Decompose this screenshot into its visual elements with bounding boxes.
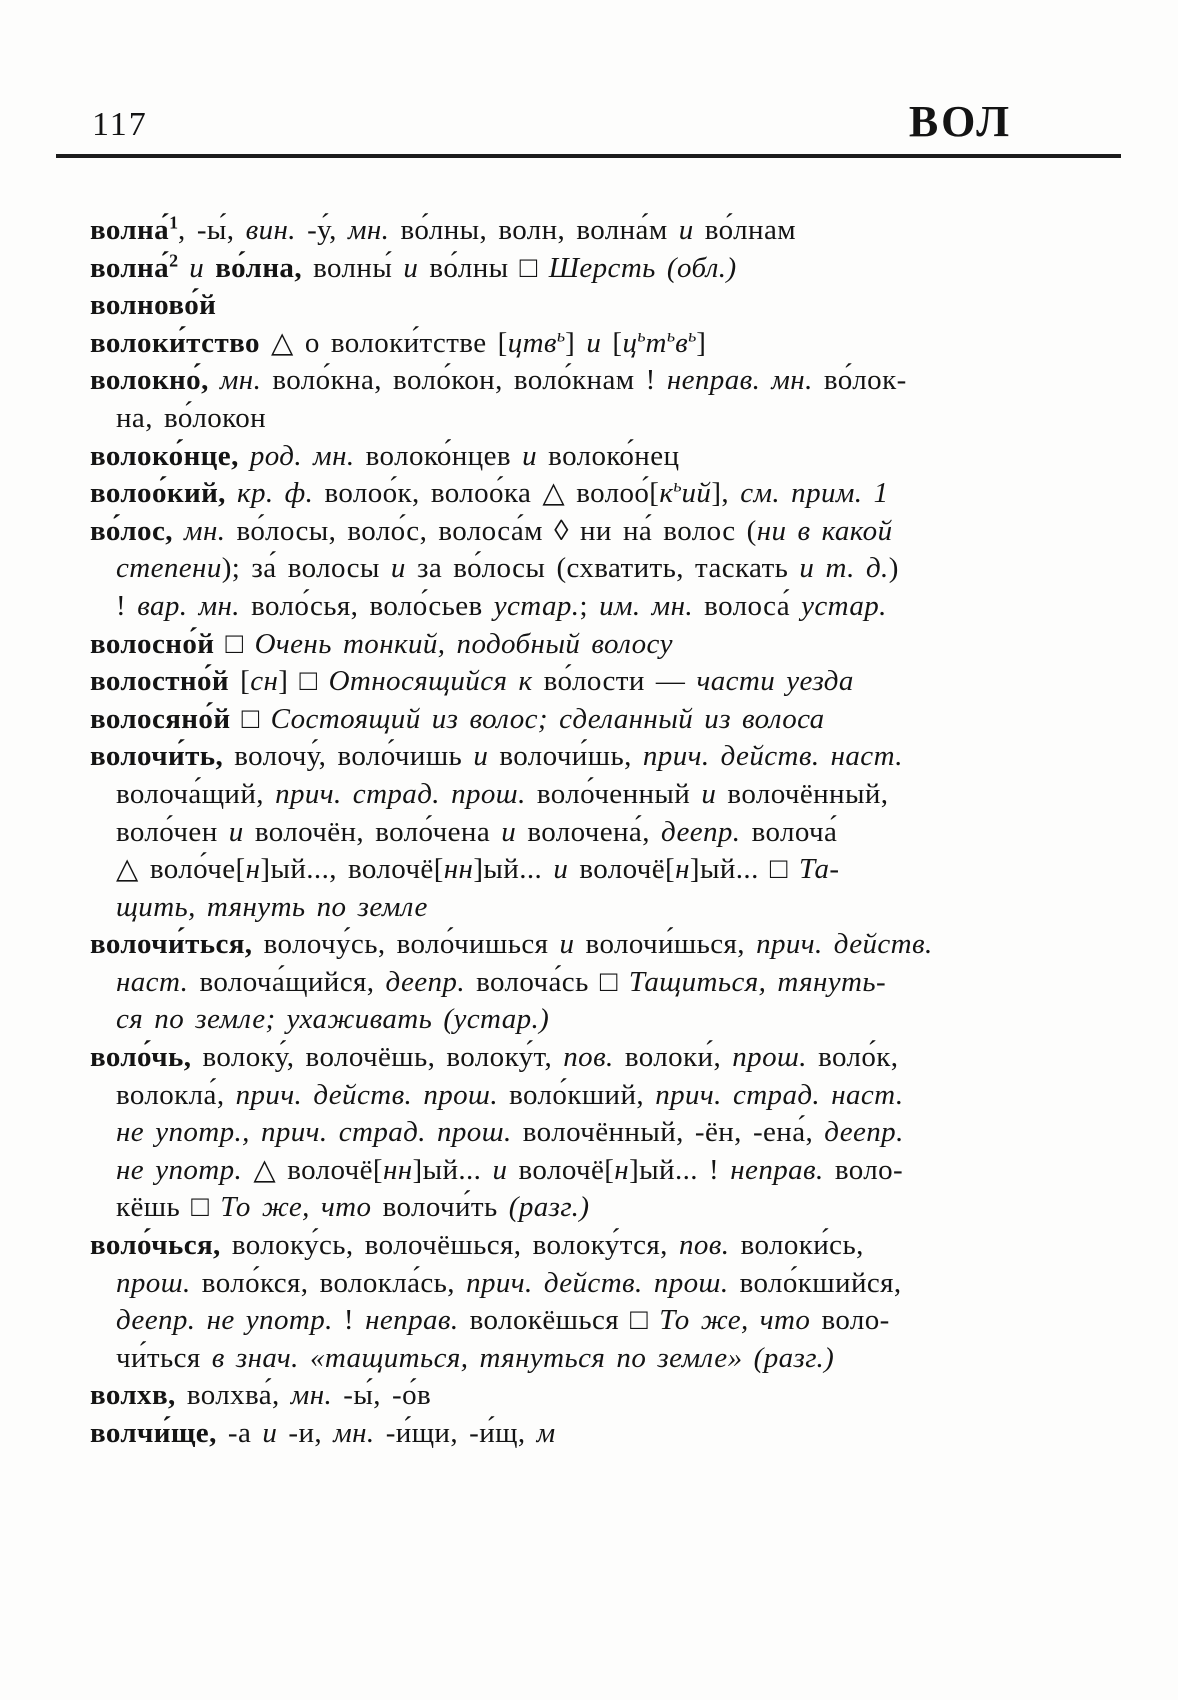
italic-text-segment: и — [403, 251, 419, 284]
entry-line — [90, 362, 1118, 400]
italic-text-segment: ся по земле; ухаживать (устар.) — [116, 1003, 550, 1036]
definition-square-symbol: □ — [299, 665, 318, 698]
italic-text-segment: ь — [556, 325, 566, 346]
text-segment: ] — [696, 326, 707, 359]
entry-line — [90, 776, 1118, 814]
headword: во́лос, — [90, 514, 173, 547]
page-header — [92, 97, 1012, 146]
text-segment: волоча́щий, — [116, 777, 276, 810]
italic-text-segment: и — [228, 815, 244, 848]
headword: волочи́ть, — [90, 740, 224, 773]
headword: волосно́й — [90, 627, 215, 660]
dictionary-entry — [90, 1227, 1118, 1377]
italic-text-segment: т — [645, 326, 667, 359]
text-segment: волоча́ — [740, 815, 838, 848]
headword: воло́чь, — [90, 1041, 192, 1074]
text-segment: ! — [332, 1304, 366, 1337]
italic-text-segment: наст. — [116, 965, 189, 998]
italic-text-segment: и — [390, 552, 406, 585]
text-segment: волоса́ — [693, 589, 802, 622]
italic-text-segment: части уезда — [696, 665, 854, 698]
text-segment: волоо́к, волоо́ка △ волоо́[ — [313, 477, 660, 510]
headword: волоко́нце, — [90, 439, 239, 472]
italic-text-segment: прош. — [116, 1266, 191, 1299]
text-segment: волочё[ — [507, 1153, 615, 1186]
text-segment — [178, 252, 189, 284]
text-segment: волны́ — [301, 251, 404, 284]
italic-text-segment: деепр. — [661, 815, 741, 848]
italic-text-segment: и — [501, 815, 517, 848]
italic-text-segment: мн. — [184, 514, 226, 547]
text-segment: воло́ченный — [525, 777, 702, 810]
text-segment: волочён, воло́чена — [243, 815, 502, 848]
headword: во́лна, — [215, 251, 302, 284]
headword: волосяно́й — [90, 702, 231, 735]
text-segment: волоко́нец — [537, 439, 680, 472]
running-head: ВОЛ — [908, 97, 1012, 146]
dictionary-entry — [90, 362, 1118, 437]
text-segment: волоку́, волочёшь, волоку́т, — [191, 1041, 564, 1074]
headword: волоки́тство — [90, 326, 260, 359]
header-rule — [56, 154, 1121, 158]
italic-text-segment: и — [553, 853, 569, 886]
italic-text-segment: не употр., прич. страд. прош. — [116, 1116, 512, 1149]
text-segment: ] — [565, 326, 587, 359]
text-segment — [204, 252, 215, 284]
italic-text-segment: ь — [688, 325, 697, 346]
italic-text-segment: в — [675, 326, 689, 359]
text-segment: воло́кна, воло́кон, воло́кнам ! — [261, 364, 667, 397]
italic-text-segment: и — [522, 439, 538, 472]
italic-text-segment: Очень тонкий, подобный волосу — [243, 627, 673, 660]
text-segment: ], — [711, 477, 741, 510]
text-segment: волочи́ть — [382, 1191, 498, 1224]
italic-text-segment: и — [701, 777, 717, 810]
headword: волочи́ться, — [90, 928, 253, 961]
italic-text-segment: Та- — [787, 853, 840, 886]
italic-text-segment: ий — [681, 477, 712, 510]
italic-text-segment: неправ. — [365, 1304, 459, 1337]
text-segment: волоки́сь, — [729, 1229, 864, 1262]
text-segment: во́лок- — [812, 364, 907, 397]
italic-text-segment: мн. — [290, 1379, 333, 1412]
text-segment: -ы́, -о́в — [332, 1379, 432, 1412]
italic-text-segment: прич. страд. прош. — [275, 777, 526, 810]
text-segment: волочи́шь, — [488, 740, 643, 773]
italic-text-segment: род. мн. — [249, 439, 355, 472]
text-segment: чи́ться — [116, 1341, 212, 1374]
headword: волостно́й — [90, 665, 229, 698]
headword: 1 — [169, 212, 179, 233]
dictionary-entry — [90, 513, 1118, 626]
entry-line — [90, 400, 1118, 438]
entry-line — [90, 964, 1118, 1002]
text-segment — [209, 364, 220, 396]
text-segment: волочё[ — [568, 853, 676, 886]
italic-text-segment: и — [473, 740, 489, 773]
definition-square-symbol: □ — [225, 627, 244, 660]
entry-line — [90, 889, 1118, 927]
italic-text-segment: Состоящий из волос; сделанный из волоса — [259, 702, 825, 735]
text-segment: [ — [601, 326, 623, 359]
text-segment: ]ый... ! — [629, 1153, 731, 1186]
text-segment: волоко́нцев — [354, 439, 523, 472]
entry-line — [90, 1377, 1118, 1415]
italic-text-segment: То же, что — [648, 1304, 822, 1337]
italic-text-segment: пов. — [678, 1229, 730, 1262]
entry-line — [90, 550, 1118, 588]
text-segment — [214, 628, 225, 660]
italic-text-segment: см. прим. 1 — [740, 477, 889, 510]
italic-text-segment: кр. ф. — [236, 477, 314, 510]
italic-text-segment: (разг.) — [742, 1341, 835, 1374]
dictionary-entry — [90, 1039, 1118, 1227]
italic-text-segment: нн — [443, 853, 474, 886]
headword: волна́ — [90, 214, 170, 246]
italic-text-segment: вар. мн. — [137, 589, 240, 622]
text-segment: воло- — [823, 1153, 904, 1186]
italic-text-segment: деепр. не употр. — [116, 1304, 333, 1337]
entry-line — [90, 438, 1118, 476]
entry-line — [90, 1114, 1118, 1152]
italic-text-segment: мн. — [347, 214, 390, 246]
italic-text-segment: им. мн. — [599, 589, 694, 622]
italic-text-segment: прич. действ. прош. — [466, 1266, 729, 1299]
text-segment: кёшь — [116, 1191, 192, 1224]
text-segment: воло́сья, воло́сьев — [239, 589, 494, 622]
text-segment: -у́, — [295, 214, 348, 246]
text-segment: во́лны, волн, волна́м — [389, 214, 679, 246]
dictionary-entry — [90, 1415, 1118, 1453]
text-segment: во́лости — [543, 665, 645, 698]
dictionary-entry — [90, 1377, 1118, 1415]
entry-line — [90, 926, 1118, 964]
text-segment: волочу́, воло́чишь — [223, 740, 474, 773]
italic-text-segment: и — [492, 1153, 508, 1186]
text-segment: волоча́сь — [464, 965, 600, 998]
italic-text-segment: прич. действ. наст. — [642, 740, 903, 773]
italic-text-segment: и — [559, 928, 575, 961]
headword: волхв, — [90, 1379, 176, 1412]
text-segment: △ о волоки́тстве [ — [259, 326, 508, 359]
italic-text-segment: м — [536, 1417, 556, 1449]
italic-text-segment: не употр. — [116, 1153, 243, 1186]
text-segment: △ волочё[ — [242, 1153, 383, 1186]
italic-text-segment: н — [614, 1153, 630, 1186]
text-segment: волокёшься — [458, 1304, 631, 1337]
entry-line — [90, 1265, 1118, 1303]
text-segment: -и́щи, -и́щ, — [374, 1417, 537, 1449]
entry-line — [90, 851, 1118, 889]
text-segment: во́лнам — [693, 214, 797, 246]
text-segment: ]ый... — [412, 1153, 493, 1186]
entry-line — [90, 1302, 1118, 1340]
text-segment: ); за́ волосы — [221, 552, 391, 585]
entry-line — [90, 1039, 1118, 1077]
text-segment: [ — [229, 665, 251, 698]
italic-text-segment: нн — [382, 1153, 413, 1186]
dictionary-entry — [90, 663, 1118, 701]
text-segment: на, во́локон — [116, 401, 267, 434]
italic-text-segment: ь — [673, 475, 682, 496]
italic-text-segment: деепр. — [824, 1116, 904, 1149]
text-segment — [230, 703, 241, 735]
italic-text-segment: Шерсть (обл.) — [537, 251, 737, 284]
definition-square-symbol: □ — [241, 702, 260, 735]
entry-line — [90, 212, 1118, 250]
italic-text-segment: степени — [116, 552, 222, 585]
italic-text-segment: мн. — [219, 364, 262, 397]
text-segment: волочённый, — [716, 777, 889, 810]
italic-text-segment: и — [678, 214, 694, 246]
entries-list — [90, 212, 1118, 1453]
text-segment: △ воло́че[ — [116, 853, 246, 886]
text-segment: волоча́щийся, — [188, 965, 386, 998]
text-segment — [173, 515, 184, 547]
text-segment: волоку́сь, волочёшься, волоку́тся, — [220, 1229, 679, 1262]
italic-text-segment: и — [586, 326, 602, 359]
page-number: 117 — [92, 106, 148, 143]
text-segment: ) — [888, 552, 899, 585]
entry-line — [90, 287, 1118, 325]
dictionary-entry — [90, 287, 1118, 325]
dictionary-entry — [90, 438, 1118, 476]
entry-line — [90, 1415, 1118, 1453]
italic-text-segment: ц — [622, 326, 638, 359]
entry-line — [90, 1152, 1118, 1190]
entry-line — [90, 626, 1118, 664]
dictionary-entry — [90, 212, 1118, 250]
italic-text-segment: Относящийся к — [317, 665, 544, 698]
text-segment: — — [644, 665, 697, 698]
headword: 2 — [169, 249, 179, 270]
text-segment: воло́кший, — [498, 1078, 656, 1111]
italic-text-segment: То же, что — [209, 1191, 383, 1224]
text-segment: во́лосы, воло́с, волоса́м ◊ ни на́ волос ( — [225, 514, 757, 547]
text-segment: -и, — [277, 1417, 334, 1449]
entry-line — [90, 475, 1118, 513]
text-segment: волоки́, — [613, 1041, 733, 1074]
italic-text-segment: неправ. мн. — [666, 364, 813, 397]
text-segment: ]ый... — [473, 853, 554, 886]
italic-text-segment: и т. д. — [799, 552, 889, 585]
italic-text-segment: и — [189, 251, 205, 284]
italic-text-segment: в знач. «тащиться, тянуться по земле» — [211, 1341, 743, 1374]
italic-text-segment: ь — [637, 325, 646, 346]
headword: волоо́кий, — [90, 477, 226, 510]
italic-text-segment: щить, тянуть по земле — [116, 890, 428, 923]
dictionary-entry — [90, 475, 1118, 513]
text-segment: ]ый... — [689, 853, 770, 886]
definition-square-symbol: □ — [769, 853, 788, 886]
text-segment — [226, 477, 237, 509]
text-segment: воло́кся, волокла́сь, — [190, 1266, 467, 1299]
entry-line — [90, 1340, 1118, 1378]
italic-text-segment: деепр. — [385, 965, 465, 998]
entry-line — [90, 1001, 1118, 1039]
headword: волокно́, — [90, 364, 209, 397]
headword: волчи́ще, — [90, 1417, 217, 1449]
headword: воло́чься, — [90, 1229, 221, 1262]
entry-line — [90, 513, 1118, 551]
italic-text-segment: вин. — [245, 214, 296, 246]
text-segment: -а — [216, 1417, 263, 1449]
italic-text-segment: сн — [250, 665, 279, 698]
text-segment: воло́к, — [806, 1041, 899, 1074]
definition-square-symbol: □ — [519, 251, 538, 284]
text-segment: во́лны — [418, 251, 520, 284]
text-segment: волокла́, — [116, 1078, 236, 1111]
entry-line — [90, 588, 1118, 626]
text-segment: ]ый..., волочё[ — [260, 853, 444, 886]
text-segment: воло- — [821, 1304, 890, 1337]
entry-line — [90, 1189, 1118, 1227]
italic-text-segment: пов. — [563, 1041, 614, 1074]
italic-text-segment: прич. действ. — [756, 928, 933, 961]
dictionary-entry — [90, 701, 1118, 739]
dictionary-entry — [90, 926, 1118, 1039]
dictionary-entry — [90, 626, 1118, 664]
text-segment — [239, 440, 250, 472]
entry-line — [90, 250, 1118, 288]
italic-text-segment: и — [262, 1417, 278, 1449]
entry-line — [90, 701, 1118, 739]
entry-line — [90, 1077, 1118, 1115]
text-segment: ] — [278, 665, 300, 698]
text-segment: воло́чен — [116, 815, 229, 848]
text-segment: волочена́, — [516, 815, 662, 848]
entry-line — [90, 1227, 1118, 1265]
text-segment: воло́кшийся, — [728, 1266, 902, 1299]
italic-text-segment: прич. действ. прош. — [235, 1078, 498, 1111]
text-segment: ; — [579, 589, 600, 622]
italic-text-segment: Тащиться, тянуть- — [617, 965, 887, 998]
text-segment: волхва́, — [175, 1379, 291, 1412]
text-segment: , -ы́, — [178, 214, 246, 246]
entry-line — [90, 663, 1118, 701]
italic-text-segment: мн. — [333, 1417, 375, 1449]
dictionary-entry — [90, 738, 1118, 926]
text-segment: волочи́шься, — [574, 928, 757, 961]
dictionary-entry — [90, 250, 1118, 288]
dictionary-entry — [90, 325, 1118, 363]
entry-line — [90, 325, 1118, 363]
italic-text-segment: устар. — [801, 589, 887, 622]
headword: волна́ — [90, 251, 170, 284]
definition-square-symbol: □ — [191, 1191, 210, 1224]
italic-text-segment: цтв — [507, 326, 557, 359]
entry-line — [90, 738, 1118, 776]
headword: волново́й — [90, 289, 217, 322]
italic-text-segment: прич. страд. наст. — [655, 1078, 904, 1111]
italic-text-segment: н — [245, 853, 261, 886]
italic-text-segment: устар. — [493, 589, 580, 622]
italic-text-segment: прош. — [732, 1041, 807, 1074]
definition-square-symbol: □ — [599, 965, 618, 998]
entry-line — [90, 814, 1118, 852]
text-segment: ! — [116, 589, 138, 622]
italic-text-segment: ь — [666, 325, 676, 346]
italic-text-segment: (разг.) — [497, 1191, 590, 1224]
italic-text-segment: к — [659, 477, 674, 510]
italic-text-segment: ни в какой — [756, 514, 893, 547]
definition-square-symbol: □ — [630, 1304, 649, 1337]
text-segment: за во́лосы (схватить, таскать — [405, 552, 800, 585]
text-segment: волочённый, -ён, -ена́, — [511, 1116, 825, 1149]
italic-text-segment: неправ. — [730, 1153, 824, 1186]
text-segment: волочу́сь, воло́чишься — [252, 928, 560, 961]
italic-text-segment: н — [675, 853, 690, 886]
